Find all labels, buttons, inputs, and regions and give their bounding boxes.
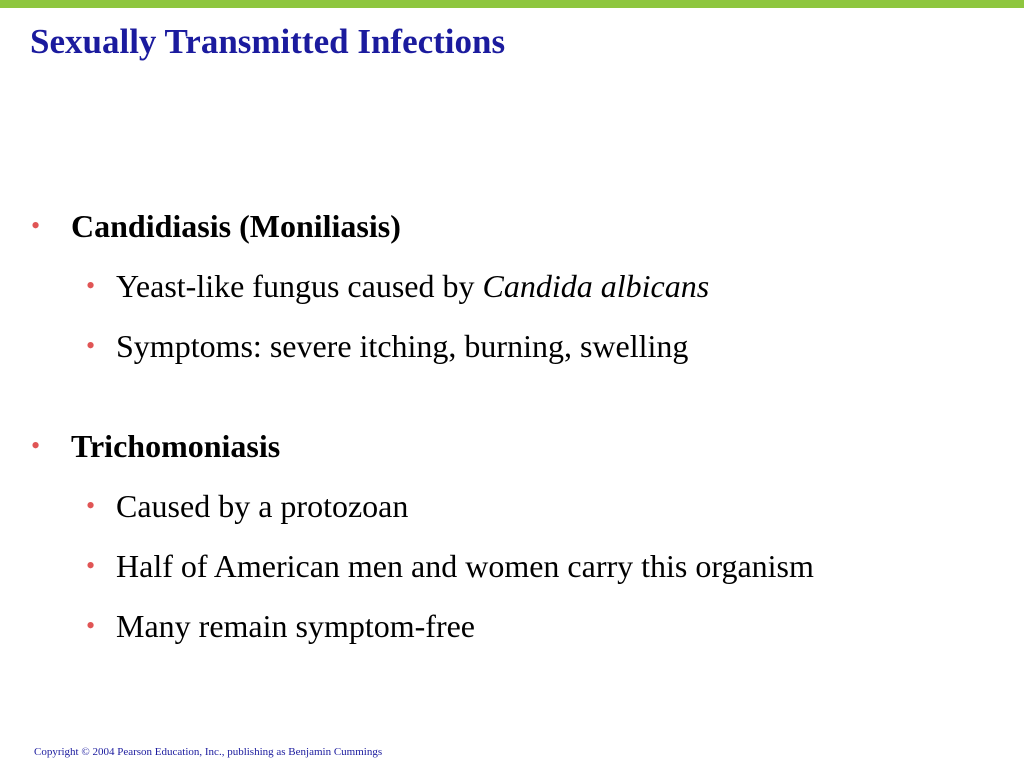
- bullet-heading: Candidiasis (Moniliasis): [71, 208, 401, 244]
- bullet-icon: •: [86, 611, 96, 640]
- copyright-footer: Copyright © 2004 Pearson Education, Inc., publishing as Benjamin Cummings: [34, 746, 383, 758]
- sub-bullet-yeast: [86, 266, 709, 306]
- bullet-icon: •: [31, 431, 41, 460]
- sub-bullet-text: Many remain symptom-free: [116, 608, 475, 644]
- bullet-icon: •: [86, 271, 96, 300]
- bullet-icon: •: [86, 491, 96, 520]
- bullet-icon: •: [86, 551, 96, 580]
- species-name: Candida albicans: [482, 268, 710, 304]
- bullet-icon: •: [31, 211, 41, 240]
- sub-bullet-text: Yeast-like fungus caused by: [116, 268, 483, 304]
- sub-bullet-symptoms: [86, 326, 688, 366]
- sub-bullet-text: Half of American men and women carry this organism: [116, 548, 814, 584]
- sub-bullet-half-carry: [86, 546, 814, 586]
- sub-bullet-text: Caused by a protozoan: [116, 488, 409, 524]
- bullet-candidiasis: [31, 206, 401, 246]
- sub-bullet-symptom-free: [86, 606, 475, 646]
- sub-bullet-text: Symptoms: severe itching, burning, swelling: [116, 328, 689, 364]
- bullet-heading: Trichomoniasis: [71, 428, 281, 464]
- sub-bullet-protozoan: [86, 486, 408, 526]
- bullet-trichomoniasis: [31, 426, 280, 466]
- slide-title: Sexually Transmitted Infections: [30, 22, 506, 61]
- bullet-icon: •: [86, 331, 96, 360]
